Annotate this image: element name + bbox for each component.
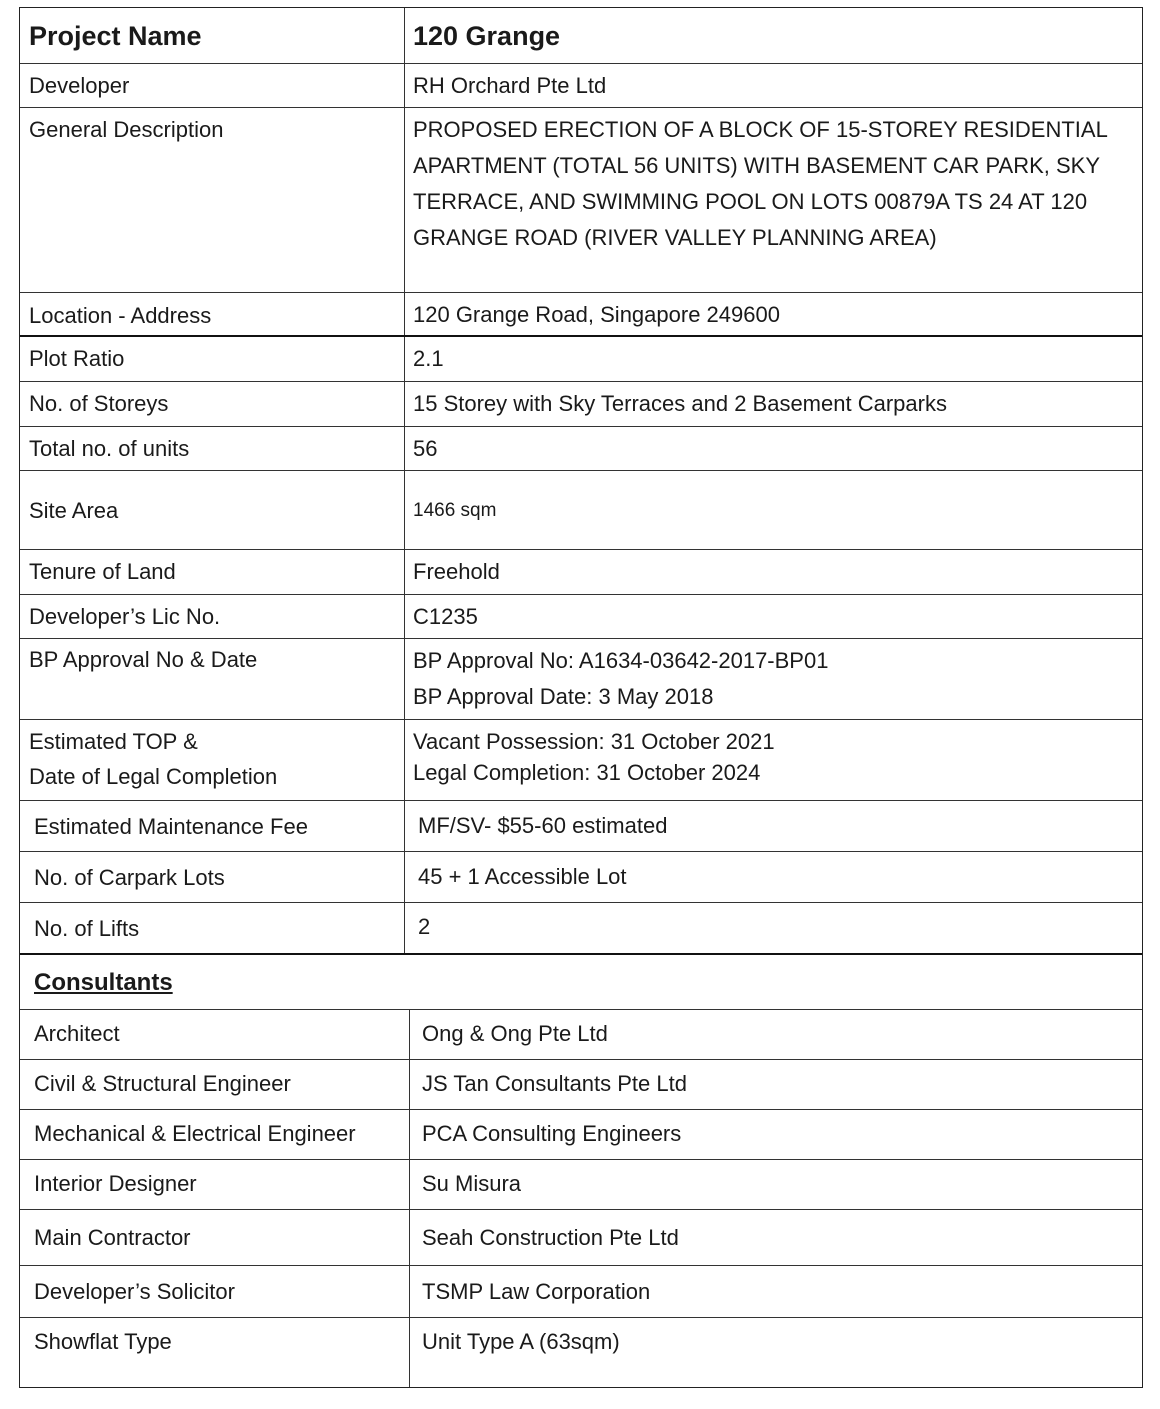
value-total-units: 56 [404, 427, 1142, 470]
legal-completion: Legal Completion: 31 October 2024 [413, 760, 761, 785]
row-developer [20, 64, 1142, 108]
label-plot-ratio: Plot Ratio [29, 346, 125, 371]
label-carpark-lots: No. of Carpark Lots [34, 865, 225, 890]
label-project-name: Project Name [29, 21, 202, 51]
label-storeys: No. of Storeys [29, 391, 169, 416]
value-architect: Ong & Ong Pte Ltd [409, 1010, 1142, 1059]
label-main-contractor: Main Contractor [34, 1225, 191, 1250]
value-storeys: 15 Storey with Sky Terraces and 2 Basement Carparks [404, 382, 1142, 426]
label-bp-approval: BP Approval No & Date [29, 647, 258, 672]
project-details-table [19, 7, 1143, 1388]
row-civil-structural [20, 1060, 1142, 1110]
description-line: APARTMENT (TOTAL 56 UNITS) WITH BASEMENT CAR PARK, SKY [413, 153, 1101, 178]
row-developer-lic [20, 595, 1142, 639]
description-line: TERRACE, AND SWIMMING POOL ON LOTS 00879A TS 24 AT 120 [413, 189, 1088, 214]
row-site-area [20, 471, 1142, 550]
consultants-heading: Consultants [34, 969, 173, 996]
row-tenure [20, 550, 1142, 595]
row-maintenance-fee [20, 801, 1142, 852]
row-bp-approval [20, 639, 1142, 720]
label-developer: Developer [29, 73, 130, 98]
bp-approval-no: BP Approval No: A1634-03642-2017-BP01 [413, 648, 829, 673]
label-general-description: General Description [29, 117, 224, 142]
row-carpark-lots [20, 852, 1142, 903]
label-mech-electrical: Mechanical & Electrical Engineer [34, 1121, 356, 1146]
label-showflat-type: Showflat Type [34, 1329, 172, 1354]
row-interior-designer [20, 1160, 1142, 1210]
value-main-contractor: Seah Construction Pte Ltd [409, 1210, 1142, 1265]
description-line: GRANGE ROAD (RIVER VALLEY PLANNING AREA) [413, 225, 937, 250]
label-interior-designer: Interior Designer [34, 1171, 197, 1196]
value-bp-approval [404, 639, 1142, 719]
row-plot-ratio [20, 337, 1142, 382]
label-civil-structural: Civil & Structural Engineer [34, 1071, 291, 1096]
value-interior-designer: Su Misura [409, 1160, 1142, 1209]
value-estimated-top [404, 720, 1142, 800]
label-line: Date of Legal Completion [29, 764, 278, 789]
label-estimated-top [20, 720, 277, 800]
value-mech-electrical: PCA Consulting Engineers [409, 1110, 1142, 1159]
value-location: 120 Grange Road, Singapore 249600 [404, 293, 1142, 335]
value-civil-structural: JS Tan Consultants Pte Ltd [409, 1060, 1142, 1109]
description-line: PROPOSED ERECTION OF A BLOCK OF 15-STOREY RESIDENTIAL [413, 117, 1108, 142]
label-developer-lic: Developer’s Lic No. [29, 604, 221, 629]
row-storeys [20, 382, 1142, 427]
value-plot-ratio: 2.1 [404, 337, 1142, 381]
label-location: Location - Address [29, 303, 212, 328]
label-site-area: Site Area [29, 498, 119, 523]
value-showflat-type: Unit Type A (63sqm) [409, 1318, 1142, 1387]
label-tenure: Tenure of Land [29, 559, 176, 584]
value-solicitor: TSMP Law Corporation [409, 1266, 1142, 1317]
row-location [20, 293, 1142, 337]
value-developer: RH Orchard Pte Ltd [404, 64, 1142, 107]
value-carpark-lots: 45 + 1 Accessible Lot [404, 852, 1142, 902]
label-architect: Architect [34, 1021, 120, 1046]
row-general-description [20, 108, 1142, 293]
label-total-units: Total no. of units [29, 436, 190, 461]
value-lifts: 2 [404, 903, 1142, 953]
value-project-name: 120 Grange [404, 8, 1142, 63]
label-lifts: No. of Lifts [34, 916, 140, 941]
value-maintenance-fee: MF/SV- $55-60 estimated [404, 801, 1142, 851]
bp-approval-date: BP Approval Date: 3 May 2018 [413, 684, 714, 709]
row-main-contractor [20, 1210, 1142, 1266]
label-line: Estimated TOP & [29, 729, 198, 754]
value-developer-lic: C1235 [404, 595, 1142, 638]
consultants-heading-row [20, 955, 1142, 1010]
vacant-possession: Vacant Possession: 31 October 2021 [413, 729, 775, 754]
value-tenure: Freehold [404, 550, 1142, 594]
row-estimated-top [20, 720, 1142, 801]
label-solicitor: Developer’s Solicitor [34, 1279, 235, 1304]
row-architect [20, 1010, 1142, 1060]
row-project-name [20, 8, 1142, 64]
row-lifts [20, 903, 1142, 955]
value-site-area: 1466 sqm [404, 471, 1142, 549]
label-maintenance-fee: Estimated Maintenance Fee [34, 814, 308, 839]
row-total-units [20, 427, 1142, 471]
row-solicitor [20, 1266, 1142, 1318]
row-showflat-type [20, 1318, 1142, 1387]
value-general-description [404, 108, 1142, 292]
row-mech-electrical [20, 1110, 1142, 1160]
